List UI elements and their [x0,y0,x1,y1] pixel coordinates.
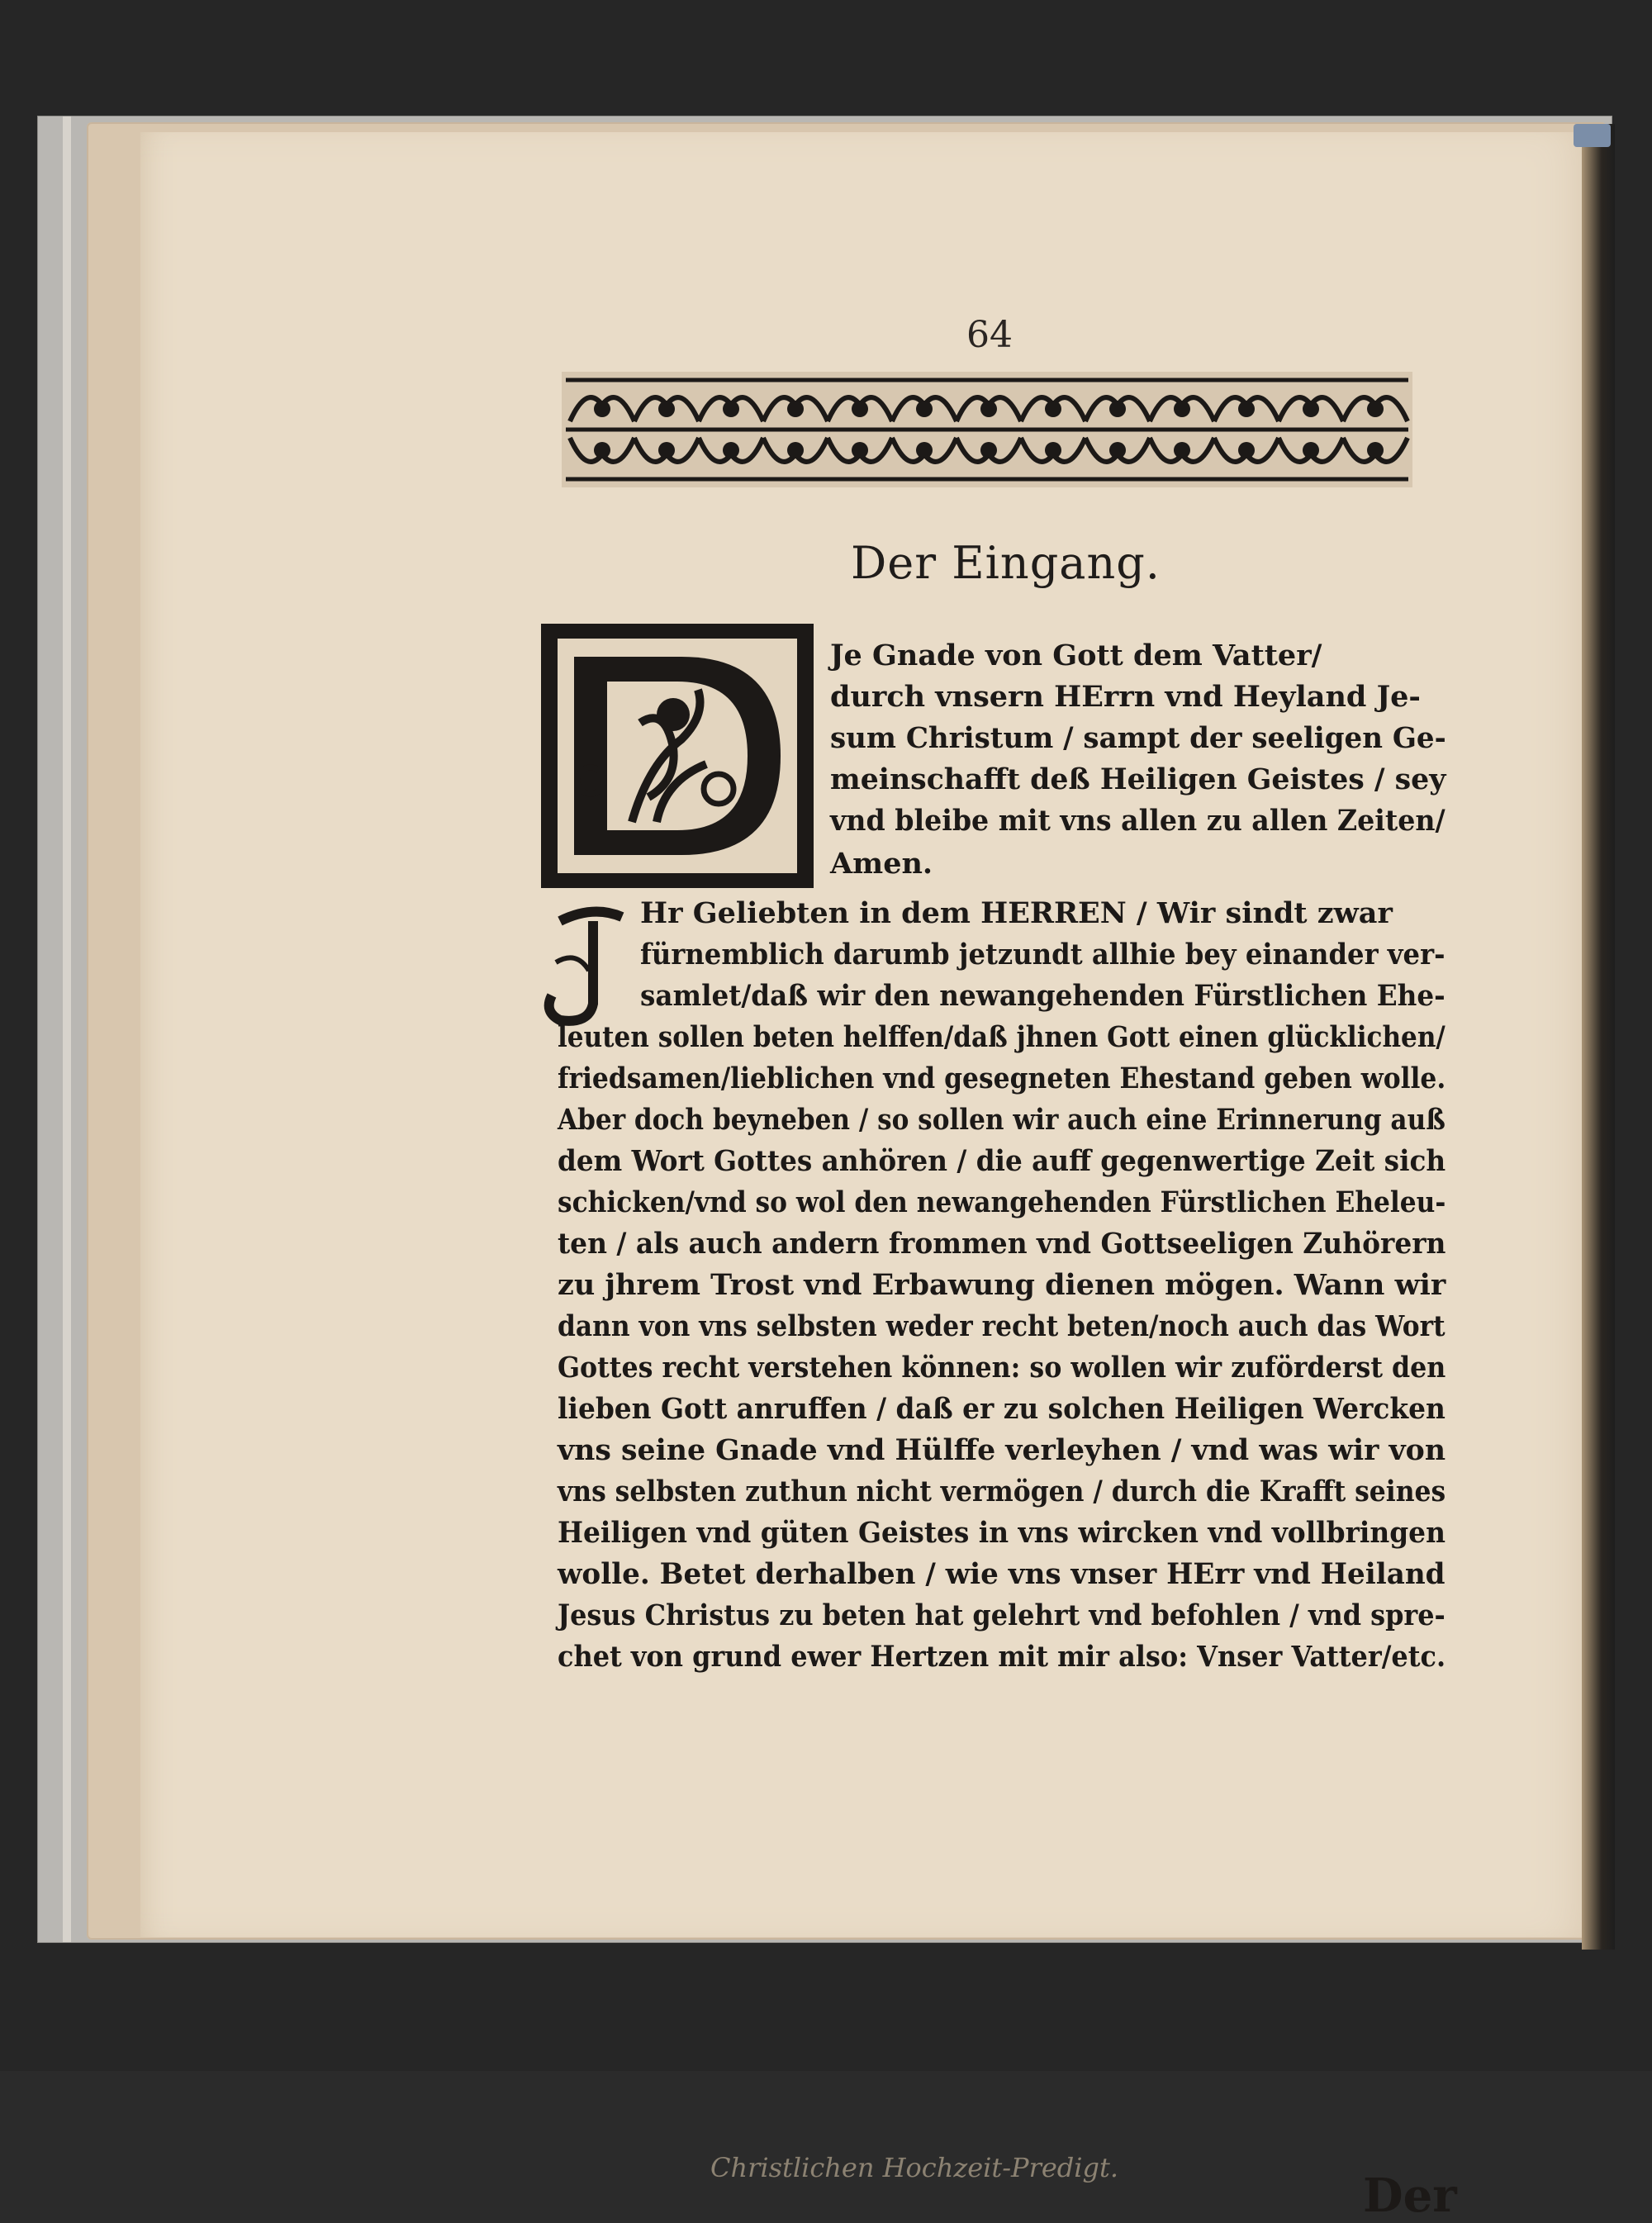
ornamental-border [562,372,1412,487]
decorated-initial-d [541,624,814,888]
section-heading: Der Eingang. [851,537,1161,589]
ornament-dot [1303,401,1319,417]
ornament-dot [594,442,610,458]
text-line: Amen. [830,847,933,881]
ornament-dot [916,442,933,458]
catchword: Der [1363,2168,1457,2223]
ornament-dot [852,401,868,417]
text-line: meinschafft deß Heiligen Geistes / sey [830,762,1446,796]
page-number: 64 [966,314,1013,356]
text-line: durch vnsern HErrn vnd Heyland Je- [830,680,1421,714]
text-line: chet von grund ewer Hertzen mit mir also: Vnser Vatter/etc. [558,1640,1446,1674]
text-line: sum Christum / sampt der seeligen Ge- [830,721,1446,755]
ornament-dot [980,442,997,458]
ornament-dot [916,401,933,417]
text-line: dem Wort Gottes anhören / die auff gegenwertige Zeit sich [558,1144,1446,1178]
text-line: zu jhrem Trost vnd Erbawung dienen mögen. Wann wir [558,1268,1446,1302]
text-line: dann von vns selbsten weder recht beten/noch auch das Wort [558,1309,1446,1343]
ornament-dot [1303,442,1319,458]
ornament-dot [1109,442,1126,458]
text-line: wolle. Betet derhalben / wie vns vnser HErr vnd Heiland [558,1557,1446,1591]
ornament-dot [1174,442,1190,458]
bleed-through-text: Christlichen Hochzeit-Predigt. [710,2152,1119,2183]
ornament-dot [658,401,675,417]
ornament-dot [658,442,675,458]
text-line: Hr Geliebten in dem HERREN / Wir sindt zwar [640,896,1393,930]
ornament-dot [1238,442,1255,458]
text-line: Heiligen vnd güten Geistes in vns wircken vnd vollbringen [558,1516,1446,1550]
clip-marker [1574,124,1611,147]
text-line: friedsamen/lieblichen vnd gesegneten Ehestand geben wolle. [558,1062,1446,1095]
ornament-dot [1367,442,1384,458]
text-line: Jesus Christus zu beten hat gelehrt vnd befohlen / vnd spre- [558,1598,1446,1632]
book-gutter [1582,124,1615,1950]
initial-j-letter [544,905,634,1028]
ornament-dot [1367,401,1384,417]
text-line: fürnemblich darumb jetzundt allhie bey einander ver- [640,938,1446,971]
text-line: Je Gnade von Gott dem Vatter/ [830,639,1322,672]
text-line: vns seine Gnade vnd Hülffe verleyhen / vnd was wir von [558,1433,1446,1467]
text-line: ten / als auch andern frommen vnd Gottseeligen Zuhörern [558,1227,1446,1261]
ornament-dot [852,442,868,458]
text-line: Aber doch beyneben / so sollen wir auch eine Erinnerung auß [558,1103,1446,1137]
text-line: lieben Gott anruffen / daß er zu solchen Heiligen Wercken [558,1392,1446,1426]
text-line: samlet/daß wir den newangehenden Fürstlichen Ehe- [640,979,1446,1013]
ornament-dot [1109,401,1126,417]
text-line: vnd bleibe mit vns allen zu allen Zeiten/ [830,804,1446,838]
ornament-dot [980,401,997,417]
text-line: vns selbsten zuthun nicht vermögen / durch die Krafft seines [558,1475,1446,1508]
ornament-dot [787,401,804,417]
ornament-dot [723,401,739,417]
text-line: leuten sollen beten helffen/daß jhnen Gott einen glücklichen/ [558,1020,1446,1054]
ornament-dot [1174,401,1190,417]
text-line: Gottes recht verstehen können: so wollen wir zuförderst den [558,1351,1446,1385]
ornament-dot [787,442,804,458]
ornament-dot [1045,442,1061,458]
ornament-dot [594,401,610,417]
text-line: schicken/vnd so wol den newangehenden Fürstlichen Eheleu- [558,1185,1446,1219]
ornament-dot [1238,401,1255,417]
ornament-dot [723,442,739,458]
ornament-dot [1045,401,1061,417]
